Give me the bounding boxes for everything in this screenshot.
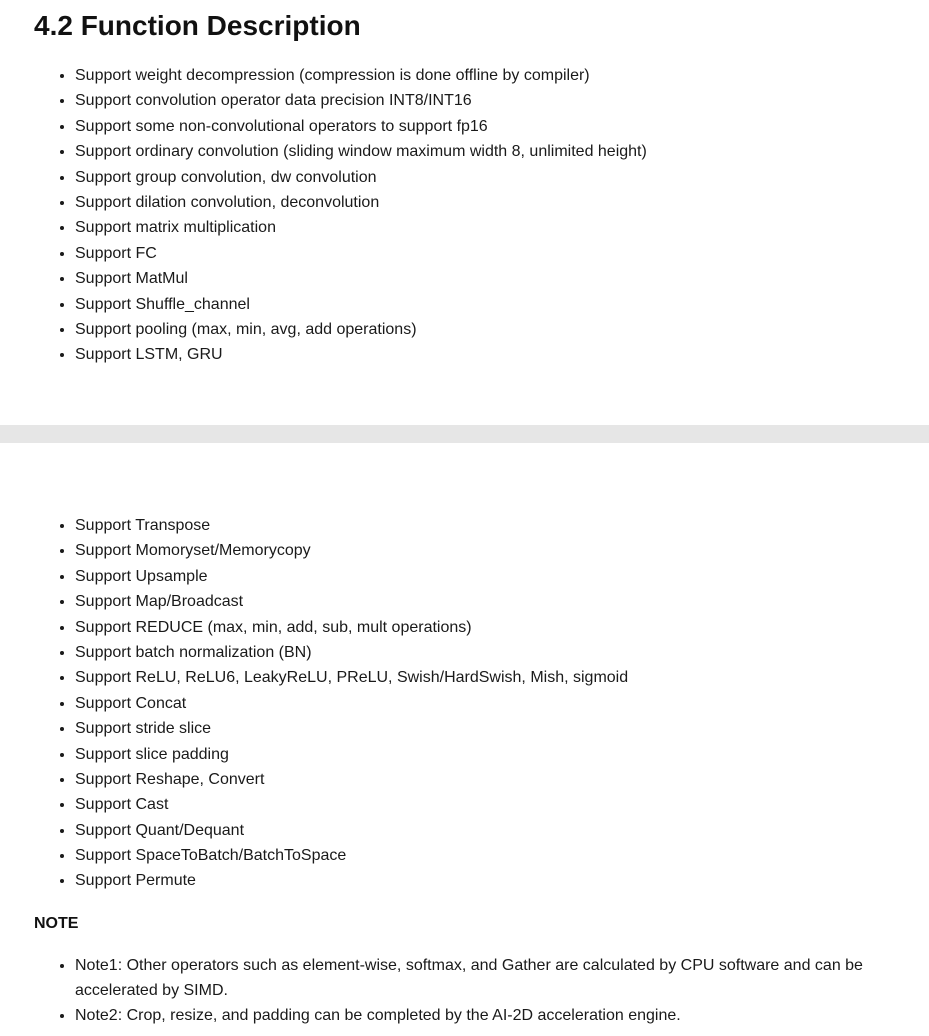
list-item: • Support Concat bbox=[75, 691, 628, 716]
list-item: • Support convolution operator data precision INT8/INT16 bbox=[75, 88, 647, 113]
list-item: • Support Permute bbox=[75, 868, 628, 893]
list-item: • Support weight decompression (compression is done offline by compiler) bbox=[75, 63, 647, 88]
list-item: • Support slice padding bbox=[75, 742, 628, 767]
list-item: • Support Shuffle_channel bbox=[75, 292, 647, 317]
list-item: • Support Transpose bbox=[75, 513, 628, 538]
note-heading: NOTE bbox=[34, 915, 79, 932]
list-item: • Support LSTM, GRU bbox=[75, 342, 647, 367]
list-item: • Support stride slice bbox=[75, 716, 628, 741]
document-page-1 bbox=[0, 0, 929, 425]
note-item: • Note1: Other operators such as element-wise, softmax, and Gather are calculated by CPU software and can be accelerated by SIMD. bbox=[75, 953, 925, 1003]
note-item: • Note2: Crop, resize, and padding can be completed by the AI-2D acceleration engine. bbox=[75, 1003, 925, 1028]
list-item: • Support Upsample bbox=[75, 564, 628, 589]
list-item: • Support SpaceToBatch/BatchToSpace bbox=[75, 843, 628, 868]
list-item: • Support group convolution, dw convolution bbox=[75, 165, 647, 190]
list-item: • Support Momoryset/Memorycopy bbox=[75, 538, 628, 563]
list-item: • Support Quant/Dequant bbox=[75, 818, 628, 843]
list-item: • Support FC bbox=[75, 241, 647, 266]
list-item: • Support ReLU, ReLU6, LeakyReLU, PReLU, Swish/HardSwish, Mish, sigmoid bbox=[75, 665, 628, 690]
list-item: • Support ordinary convolution (sliding window maximum width 8, unlimited height) bbox=[75, 139, 647, 164]
list-item: • Support pooling (max, min, avg, add operations) bbox=[75, 317, 647, 342]
list-item: • Support Cast bbox=[75, 792, 628, 817]
page-separator bbox=[0, 425, 929, 443]
list-item: • Support REDUCE (max, min, add, sub, mult operations) bbox=[75, 615, 628, 640]
list-item: • Support matrix multiplication bbox=[75, 215, 647, 240]
list-item: • Support MatMul bbox=[75, 266, 647, 291]
list-item: • Support dilation convolution, deconvolution bbox=[75, 190, 647, 215]
document-page-2 bbox=[0, 443, 929, 1036]
list-item: • Support Reshape, Convert bbox=[75, 767, 628, 792]
list-item: • Support some non-convolutional operators to support fp16 bbox=[75, 114, 647, 139]
note-list bbox=[34, 953, 925, 1028]
list-item: • Support Map/Broadcast bbox=[75, 589, 628, 614]
section-title: 4.2 Function Description bbox=[34, 10, 361, 41]
feature-list-page-2 bbox=[34, 513, 628, 894]
list-item: • Support batch normalization (BN) bbox=[75, 640, 628, 665]
feature-list-page-1 bbox=[34, 63, 647, 368]
